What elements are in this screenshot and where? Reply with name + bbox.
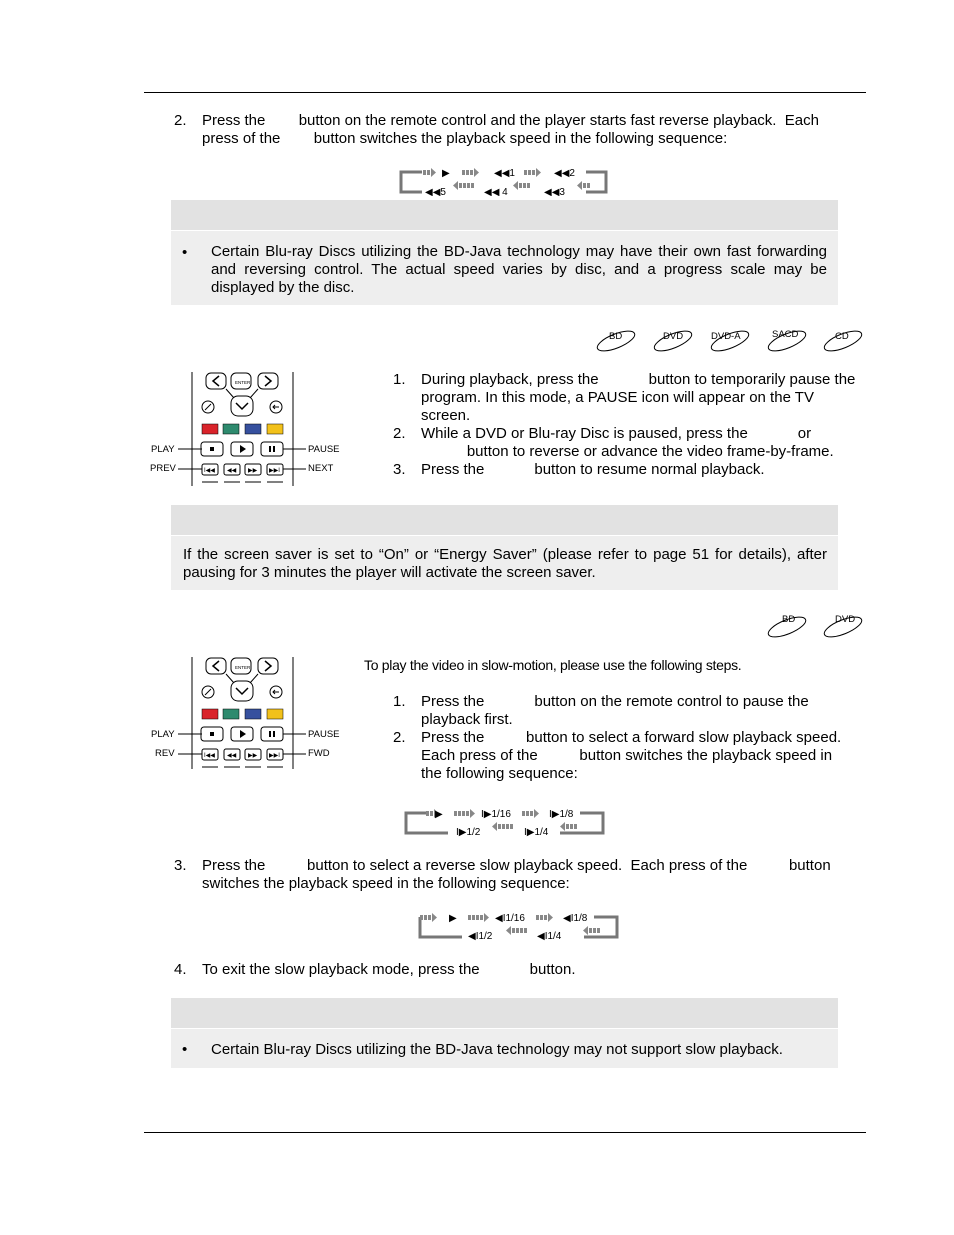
seq-rev-1-8: ◀I1/8	[563, 913, 588, 924]
remote-pause-label: PAUSE	[308, 729, 340, 740]
disc-dvd-label: DVD	[835, 614, 856, 625]
reverse-slow-sequence-diagram	[416, 909, 622, 941]
step-text: To exit the slow playback mode, press the button.	[202, 961, 576, 978]
seq-play: ▶	[449, 913, 457, 924]
disc-sacd-label: SACD	[772, 329, 799, 340]
step-number: 4.	[174, 961, 187, 978]
step-number: 1.	[393, 371, 406, 388]
note-text: Certain Blu-ray Discs utilizing the BD-Java technology may not support slow playback.	[211, 1041, 783, 1058]
step-number: 2.	[393, 425, 406, 442]
note-header	[171, 505, 838, 536]
svg-text:▶▶: ▶▶	[248, 468, 258, 474]
step-text: press of the button switches the playback speed in the following sequence:	[202, 130, 728, 147]
remote-play-label: PLAY	[151, 444, 175, 455]
svg-text:I◀◀: I◀◀	[204, 468, 215, 474]
seq-fwd-1-8: I▶1/8	[549, 809, 574, 820]
seq-fwd-1-16: I▶1/16	[481, 809, 511, 820]
remote-illustration	[140, 370, 350, 486]
svg-text:▶▶: ▶▶	[248, 753, 258, 759]
forward-slow-sequence-diagram	[402, 805, 608, 837]
step-number: 3.	[174, 857, 187, 874]
note-header	[171, 200, 838, 231]
seq-play: ▶	[442, 168, 450, 179]
step-text: Press the button to select a reverse slow playback speed. Each press of the button	[202, 857, 831, 874]
disc-dvda-label: DVD-A	[711, 331, 741, 342]
note-box	[171, 998, 838, 1068]
note-text: Certain Blu-ray Discs utilizing the BD-Java technology may have their own fast forwarding and reversing control. The actual speed varies by disc, and a progress scale may be displayed by the disc.	[211, 243, 827, 296]
step-number: 2.	[174, 112, 187, 129]
svg-text:◀◀: ◀◀	[227, 468, 237, 474]
seq-fwd-1-2: I▶1/2	[456, 827, 481, 837]
note-text: If the screen saver is set to “On” or “Energy Saver” (please refer to page 51 for details), after pausing for 3 minutes the player will activate the screen saver.	[183, 546, 827, 581]
step-number: 3.	[393, 461, 406, 478]
step-text: Press the button to resume normal playback.	[421, 461, 765, 478]
disc-bd-label: BD	[782, 614, 796, 625]
seq-rev4: ◀◀ 4	[484, 187, 508, 196]
remote-pause-label: PAUSE	[308, 444, 340, 455]
seq-rev-1-2: ◀I1/2	[468, 931, 493, 941]
svg-text:▶▶I: ▶▶I	[269, 753, 280, 759]
disc-icons	[594, 324, 866, 358]
bullet: •	[182, 1041, 188, 1058]
note-header	[171, 998, 838, 1029]
step-text: While a DVD or Blu-ray Disc is paused, press the or	[421, 425, 812, 442]
step-number: 2.	[393, 729, 406, 746]
remote-rev-label: REV	[155, 748, 175, 759]
step-text: the following sequence:	[421, 765, 578, 782]
seq-rev-1-16: ◀I1/16	[495, 913, 525, 924]
seq-rev2: ◀◀2	[554, 168, 575, 179]
header-rule	[144, 92, 866, 93]
step-text: Press the button to select a forward slow playback speed.	[421, 729, 842, 746]
remote-play-label: PLAY	[151, 729, 175, 740]
remote-illustration	[140, 655, 350, 771]
step-text: During playback, press the button to temporarily pause the program. In this mode, a PAUSE icon will appear on the TV screen.	[421, 371, 860, 424]
slow-intro: To play the video in slow-motion, please use the following steps.	[364, 657, 742, 673]
svg-text:◀◀: ◀◀	[227, 753, 237, 759]
svg-text:I◀◀: I◀◀	[204, 753, 215, 759]
remote-prev-label: PREV	[150, 463, 176, 474]
svg-text:ENTER: ENTER	[235, 665, 251, 670]
disc-cd-label: CD	[835, 331, 849, 342]
step-text: Press the button on the remote control and the player starts fast reverse playback. Each	[202, 112, 819, 129]
remote-next-label: NEXT	[308, 463, 334, 474]
reverse-speed-sequence-diagram	[398, 164, 612, 196]
note-box	[171, 505, 838, 590]
seq-rev1: ◀◀1	[494, 168, 515, 179]
seq-rev3: ◀◀3	[544, 187, 565, 196]
disc-bd-label: BD	[609, 331, 623, 342]
step-text: playback first.	[421, 711, 513, 728]
svg-text:▶▶I: ▶▶I	[269, 468, 280, 474]
step-number: 1.	[393, 693, 406, 710]
step-text: switches the playback speed in the following sequence:	[202, 875, 570, 892]
step-text: Each press of the button switches the playback speed in	[421, 747, 833, 764]
bullet: •	[182, 244, 188, 261]
footer-rule	[144, 1132, 866, 1133]
step-text: Press the button on the remote control to pause the	[421, 693, 809, 710]
svg-text:ENTER: ENTER	[235, 380, 251, 385]
remote-fwd-label: FWD	[308, 748, 330, 759]
note-box	[171, 200, 838, 305]
disc-icons	[765, 610, 865, 644]
seq-rev5: ◀◀5	[425, 187, 446, 196]
step-text: button to reverse or advance the video frame-by-frame.	[421, 443, 834, 460]
seq-play: ▶	[435, 809, 443, 820]
disc-dvd-label: DVD	[663, 331, 684, 342]
seq-fwd-1-4: I▶1/4	[524, 827, 549, 837]
seq-rev-1-4: ◀I1/4	[537, 931, 562, 941]
